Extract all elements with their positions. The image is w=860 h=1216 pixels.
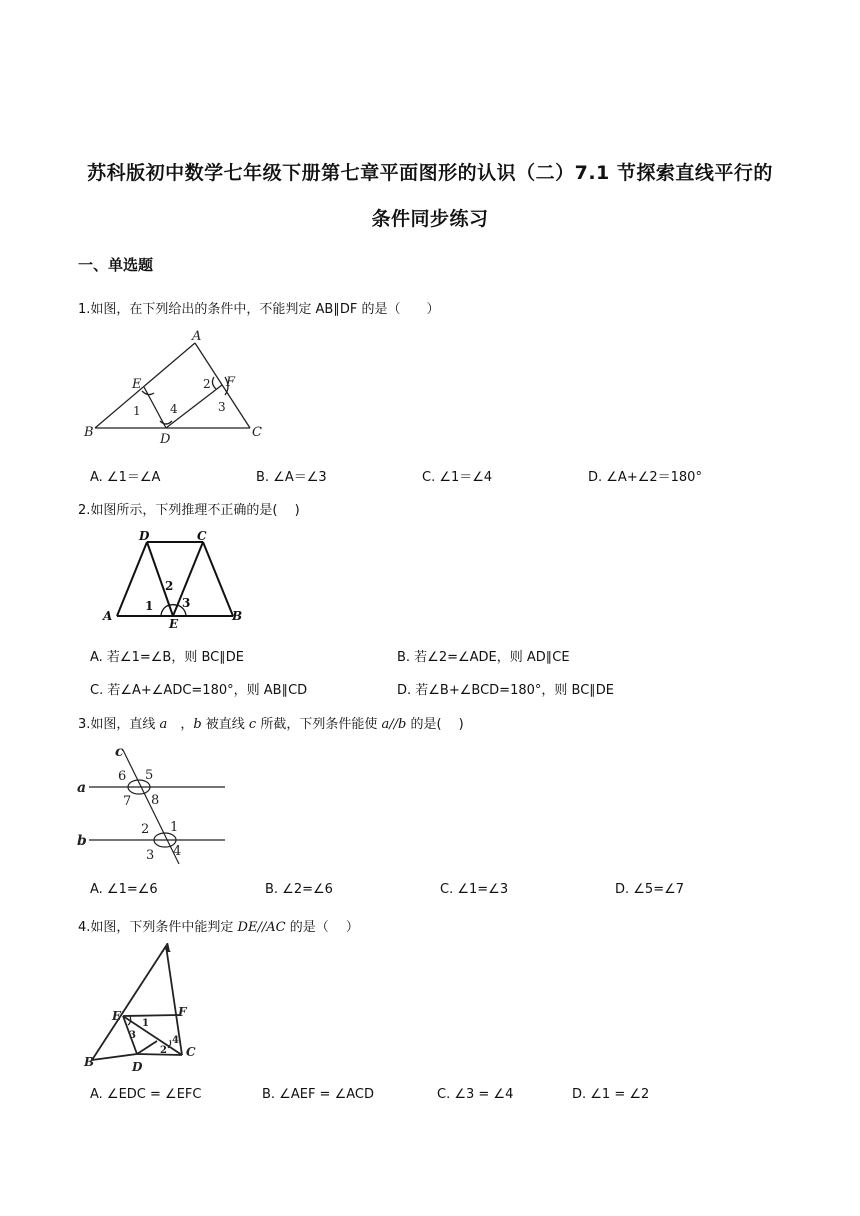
q2-label-angle-3: 3 <box>182 596 191 610</box>
question-1-stem: 1.如图，在下列给出的条件中，不能判定 AB∥DF 的是（ ） <box>78 302 440 317</box>
q1-label-C: C <box>252 425 262 440</box>
q3-label-angle-6: 6 <box>118 769 127 784</box>
q4-option-c[interactable]: C. ∠3 = ∠4 <box>437 1087 514 1102</box>
q3-stem-mid2: 所截，下列条件能使 <box>256 717 382 732</box>
q3-stem-mid: 被直线 <box>201 717 249 732</box>
q3-stem-post: 的是( ) <box>406 717 464 732</box>
q2-label-angle-2: 2 <box>165 579 174 593</box>
section-heading-single-choice: 一、单选题 <box>78 256 154 274</box>
q2-label-angle-1: 1 <box>145 599 154 613</box>
q4-stem-pre: 4.如图，下列条件中能判定 <box>78 920 238 935</box>
q2-option-c[interactable]: C. 若∠A+∠ADC=180°，则 AB∥CD <box>90 683 308 698</box>
q4-label-D: D <box>132 1060 143 1074</box>
q3-cond: a//b <box>381 717 407 732</box>
q1-label-B: B <box>84 425 94 440</box>
q4-option-b[interactable]: B. ∠AEF = ∠ACD <box>262 1087 374 1102</box>
q1-label-angle-4: 4 <box>170 402 178 416</box>
q1-label-angle-1: 1 <box>133 404 141 418</box>
q4-option-a[interactable]: A. ∠EDC = ∠EFC <box>90 1087 202 1102</box>
q3-label-angle-8: 8 <box>151 793 160 808</box>
q3-stem-sep: ， <box>167 717 194 732</box>
q1-label-E: E <box>132 377 142 392</box>
question-4-stem <box>78 916 359 935</box>
q2-label-C: C <box>197 529 207 543</box>
question-2-figure <box>95 528 245 631</box>
q4-cond: DE//AC <box>237 920 286 935</box>
q3-label-angle-2: 2 <box>141 822 150 837</box>
document-title-line-2: 条件同步练习 <box>371 208 489 230</box>
q3-stem-pre: 3.如图，直线 <box>78 717 160 732</box>
q2-option-a[interactable]: A. 若∠1=∠B，则 BC∥DE <box>90 650 244 665</box>
q2-label-A: A <box>103 609 113 623</box>
q1-option-a[interactable]: A. ∠1＝∠A <box>90 470 161 485</box>
q4-option-d[interactable]: D. ∠1 = ∠2 <box>572 1087 650 1102</box>
q2-label-B: B <box>232 609 243 623</box>
q4-label-C: C <box>186 1045 196 1059</box>
q3-var-a: a <box>159 717 168 732</box>
q3-option-d[interactable]: D. ∠5=∠7 <box>615 882 685 897</box>
q1-label-D: D <box>160 432 171 447</box>
q3-label-angle-7: 7 <box>123 794 132 809</box>
q1-label-angle-2: 2 <box>203 377 211 391</box>
question-2-stem: 2.如图所示，下列推理不正确的是( ) <box>78 503 300 518</box>
q2-option-b[interactable]: B. 若∠2=∠ADE，则 AD∥CE <box>397 650 570 665</box>
question-1-figure <box>82 325 272 450</box>
q1-option-d[interactable]: D. ∠A+∠2＝180° <box>588 470 702 485</box>
q1-option-b[interactable]: B. ∠A＝∠3 <box>256 470 327 485</box>
q3-option-a[interactable]: A. ∠1=∠6 <box>90 882 158 897</box>
q1-label-A: A <box>192 329 202 344</box>
q3-label-a: a <box>77 780 87 796</box>
q3-option-c[interactable]: C. ∠1=∠3 <box>440 882 509 897</box>
q3-var-c: c <box>248 717 257 732</box>
q3-label-angle-3: 3 <box>146 848 155 863</box>
q4-stem-post: 的是（ ） <box>285 920 359 935</box>
q1-option-c[interactable]: C. ∠1＝∠4 <box>422 470 493 485</box>
q2-label-E: E <box>169 617 179 631</box>
q4-label-E: E <box>112 1009 122 1023</box>
q4-label-B: B <box>84 1055 95 1069</box>
q4-label-A: A <box>162 941 172 955</box>
q3-label-angle-1: 1 <box>170 820 179 835</box>
question-3-figure <box>75 742 230 867</box>
q3-label-c: c <box>115 744 124 760</box>
q1-label-F: F <box>226 375 236 390</box>
q3-var-b: b <box>193 717 202 732</box>
q2-option-d[interactable]: D. 若∠B+∠BCD=180°，则 BC∥DE <box>397 683 615 698</box>
q3-label-angle-5: 5 <box>145 768 154 783</box>
q4-label-angle-4: 4 <box>172 1035 179 1046</box>
q4-label-angle-1: 1 <box>142 1018 149 1029</box>
question-4-figure <box>82 940 207 1078</box>
q3-label-angle-4: 4 <box>173 844 182 859</box>
q1-label-angle-3: 3 <box>218 400 226 414</box>
q3-label-b: b <box>77 833 87 849</box>
document-title-line-1: 苏科版初中数学七年级下册第七章平面图形的认识（二）7.1 节探索直线平行的 <box>87 162 773 184</box>
question-3-stem <box>78 713 464 732</box>
q4-label-F: F <box>178 1005 187 1019</box>
q4-label-angle-2: 2 <box>160 1045 167 1056</box>
q4-label-angle-3: 3 <box>129 1030 136 1041</box>
q2-label-D: D <box>139 529 150 543</box>
q3-option-b[interactable]: B. ∠2=∠6 <box>265 882 333 897</box>
